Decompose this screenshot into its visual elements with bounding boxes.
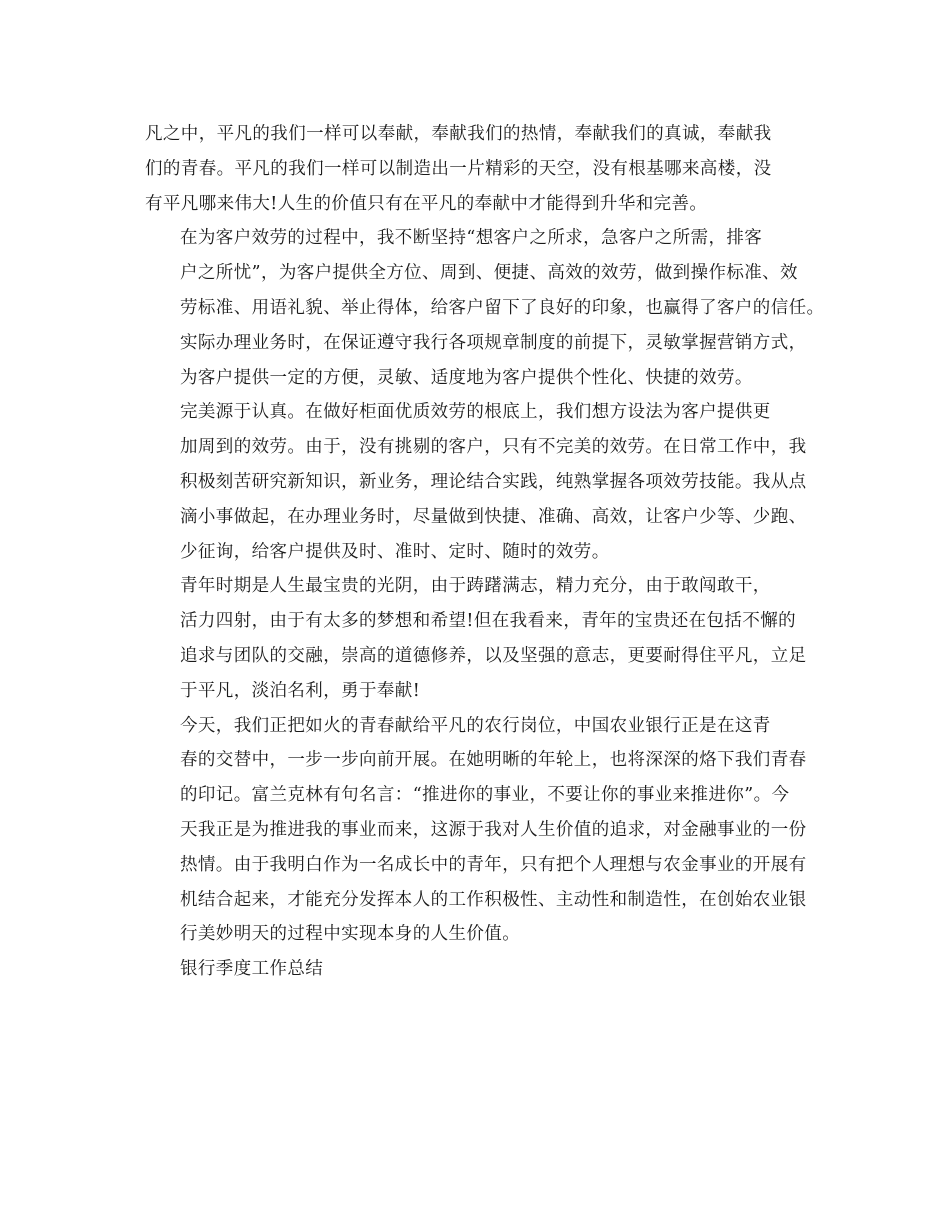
text-line: 们的青春。平凡的我们一样可以制造出一片精彩的天空，没有根基哪来高楼，没 [145, 158, 772, 179]
text-line: 春的交替中，一步一步向前开展。在她明晰的年轮上，也将深深的烙下我们青春 [180, 750, 807, 771]
text-line: 完美源于认真。在做好柜面优质效劳的根底上，我们想方设法为客户提供更 [180, 402, 771, 423]
text-line: 少征询，给客户提供及时、准时、定时、随时的效劳。 [180, 541, 610, 562]
text-line: 青年时期是人生最宝贵的光阴，由于踌躇满志，精力充分，由于敢闯敢干， [180, 576, 771, 597]
text-line: 实际办理业务时，在保证遵守我行各项规章制度的前提下，灵敏掌握营销方式， [180, 332, 807, 353]
text-line: 有平凡哪来伟大!人生的价值只有在平凡的奉献中才能得到升华和完善。 [145, 193, 708, 214]
text-line: 在为客户效劳的过程中，我不断坚持“想客户之所求，急客户之所需，排客 [180, 228, 763, 249]
text-line: 滴小事做起，在办理业务时，尽量做到快捷、准确、高效，让客户少等、少跑、 [180, 506, 807, 527]
text-line: 劳标准、用语礼貌、举止得体，给客户留下了良好的印象，也赢得了客户的信任。 [180, 297, 825, 318]
paragraph-1 [145, 117, 813, 221]
text-line: 银行季度工作总结 [180, 959, 324, 980]
text-line: 机结合起来，才能充分发挥本人的工作积极性、主动性和制造性，在创始农业银 [180, 889, 807, 910]
paragraph-4 [145, 569, 813, 708]
section-heading [145, 952, 813, 987]
text-line: 户之所忧”，为客户提供全方位、周到、便捷、高效的效劳，做到操作标准、效 [180, 263, 798, 284]
text-line: 加周到的效劳。由于，没有挑剔的客户，只有不完美的效劳。在日常工作中，我 [180, 437, 807, 458]
text-line: 凡之中，平凡的我们一样可以奉献，奉献我们的热情，奉献我们的真诚，奉献我 [145, 124, 772, 144]
text-line: 的印记。富兰克林有句名言：“推进你的事业，不要让你的事业来推进你”。今 [180, 785, 790, 806]
paragraph-3 [145, 395, 813, 569]
text-line: 天我正是为推进我的事业而来，这源于我对人生价值的追求，对金融事业的一份 [180, 819, 807, 840]
paragraph-2 [145, 221, 825, 395]
text-line: 于平凡，淡泊名利，勇于奉献! [180, 680, 421, 701]
text-line: 行美妙明天的过程中实现本身的人生价值。 [180, 924, 521, 945]
text-line: 热情。由于我明白作为一名成长中的青年，只有把个人理想与农金事业的开展有 [180, 854, 807, 875]
document-body [145, 117, 825, 987]
text-line: 活力四射，由于有太多的梦想和希望!但在我看来，青年的宝贵还在包括不懈的 [180, 611, 797, 632]
text-line: 积极刻苦研究新知识，新业务，理论结合实践，纯熟掌握各项效劳技能。我从点 [180, 471, 807, 492]
text-line: 为客户提供一定的方便，灵敏、适度地为客户提供个性化、快捷的效劳。 [180, 367, 753, 388]
text-line: 追求与团队的交融，崇高的道德修养，以及坚强的意志，更要耐得住平凡，立足 [180, 645, 807, 666]
paragraph-5 [145, 709, 813, 953]
text-line: 今天，我们正把如火的青春献给平凡的农行岗位，中国农业银行正是在这青 [180, 715, 771, 736]
